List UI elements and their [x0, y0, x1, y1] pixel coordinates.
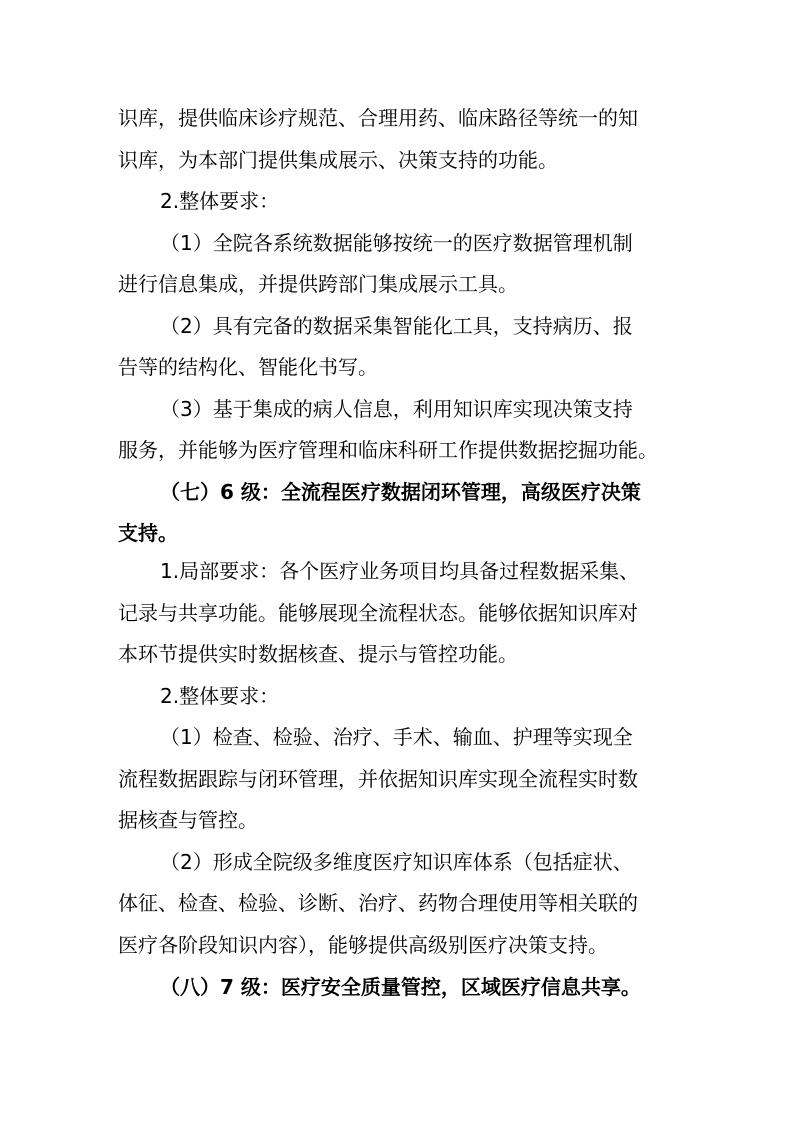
paragraph-line: 识库，提供临床诊疗规范、合理用药、临床路径等统一的知: [118, 106, 638, 130]
paragraph-line: 服务，并能够为医疗管理和临床科研工作提供数据挖掘功能。: [118, 438, 658, 462]
paragraph-line: 进行信息集成，并提供跨部门集成展示工具。: [118, 272, 518, 296]
paragraph-line: 记录与共享功能。能够展现全流程状态。能够依据知识库对: [118, 601, 638, 625]
chapter-heading: 支持。: [118, 521, 178, 545]
paragraph-line: 1.局部要求：各个医疗业务项目均具备过程数据采集、: [160, 559, 640, 583]
section-heading: 2.整体要求：: [160, 189, 280, 213]
paragraph-line: （2）具有完备的数据采集智能化工具，支持病历、报: [160, 314, 633, 338]
paragraph-line: 告等的结构化、智能化书写。: [118, 355, 378, 379]
paragraph-line: 本环节提供实时数据核查、提示与管控功能。: [118, 642, 518, 666]
paragraph-line: 流程数据跟踪与闭环管理，并依据知识库实现全流程实时数: [118, 767, 638, 791]
paragraph-line: （3）基于集成的病人信息，利用知识库实现决策支持: [160, 397, 633, 421]
paragraph-line: （1）全院各系统数据能够按统一的医疗数据管理机制: [160, 231, 633, 255]
paragraph-line: 医疗各阶段知识内容），能够提供高级别医疗决策支持。: [118, 933, 608, 957]
paragraph-line: 体征、检查、检验、诊断、治疗、药物合理使用等相关联的: [118, 891, 638, 915]
chapter-heading: （八）7 级：医疗安全质量管控，区域医疗信息共享。: [160, 975, 641, 999]
paragraph-line: 识库，为本部门提供集成展示、决策支持的功能。: [118, 148, 558, 172]
chapter-heading: （七）6 级：全流程医疗数据闭环管理，高级医疗决策: [160, 480, 641, 504]
paragraph-line: （1）检查、检验、治疗、手术、输血、护理等实现全: [160, 725, 633, 749]
section-heading: 2.整体要求：: [160, 684, 280, 708]
paragraph-line: 据核查与管控。: [118, 808, 258, 832]
paragraph-line: （2）形成全院级多维度医疗知识库体系（包括症状、: [160, 850, 633, 874]
